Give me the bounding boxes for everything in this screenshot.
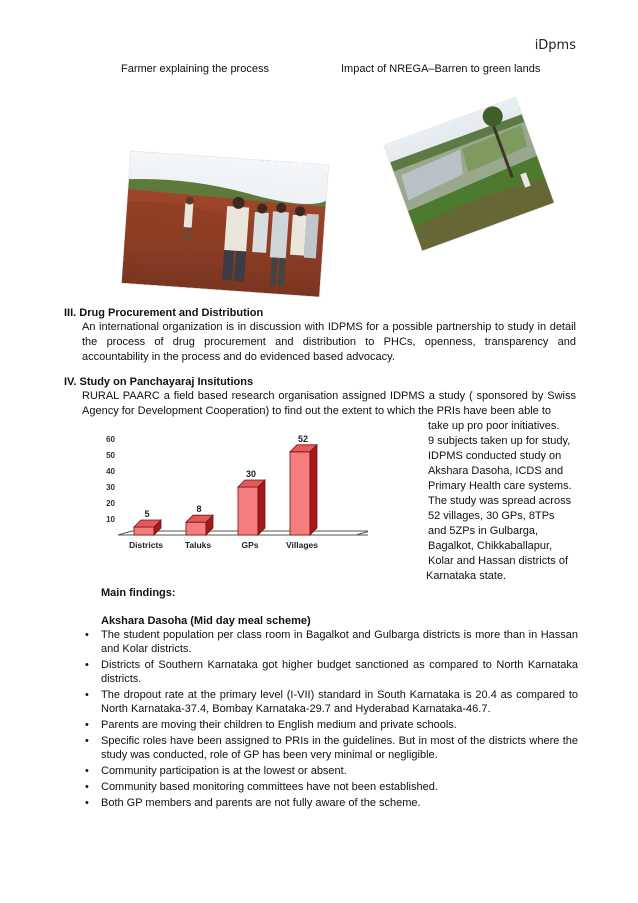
study-line: Akshara Dasoha, ICDS and <box>428 465 564 477</box>
bar-side <box>310 445 317 535</box>
photo-farmer-explaining <box>122 151 329 296</box>
y-tick-label: 40 <box>106 467 115 476</box>
data-label: 8 <box>196 504 202 515</box>
finding-item: • The dropout rate at the primary level (I-VII) standard in South Karnataka is 20.4 as compared to North Karnataka-37.4, Bombay Karnataka-29.7 and Hyderabad Karnataka-46.7. <box>64 688 578 716</box>
bar-taluks <box>186 522 206 535</box>
study-description <box>428 419 577 584</box>
y-tick-label: 60 <box>106 435 115 444</box>
main-findings-heading: Main findings: <box>101 587 176 599</box>
caption-nrega: Impact of NREGA–Barren to green lands <box>341 63 541 75</box>
x-category-label: Districts <box>128 540 164 550</box>
finding-item: • The student population per class room in Bagalkot and Gulbarga districts is more than in Hassan and Kolar districts. <box>64 628 578 656</box>
study-line: Karnataka state. <box>426 570 507 582</box>
bar-side <box>258 480 265 535</box>
study-line: take up pro poor initiatives. <box>428 420 560 432</box>
y-tick-label: 10 <box>106 515 115 524</box>
data-label: 52 <box>297 433 309 444</box>
study-line: IDPMS conducted study on <box>428 450 562 462</box>
study-coverage-bar-chart <box>96 432 368 554</box>
study-line: 9 subjects taken up for study, <box>428 435 571 447</box>
section-panchayaraj-title: IV. Study on Panchayaraj Insitutions <box>64 376 254 388</box>
data-label: 30 <box>245 469 257 479</box>
study-line: Primary Health care systems. <box>428 480 572 492</box>
data-label: 5 <box>144 509 150 519</box>
study-line: The study was spread across <box>428 495 572 507</box>
finding-item: • Both GP members and parents are not fully aware of the scheme. <box>64 796 578 810</box>
finding-item: • Specific roles have been assigned to PRIs in the guidelines. But in most of the districts where the study was conducted, role of GP has been very minimal or negligible. <box>64 734 578 762</box>
x-category-label: Taluks <box>184 540 212 550</box>
bar-villages <box>290 452 310 535</box>
y-tick-label: 30 <box>106 483 115 492</box>
study-line: and 5ZPs in Gulbarga, <box>428 525 539 537</box>
photo-nrega-green-lands <box>384 97 554 250</box>
study-line: Bagalkot, Chikkaballapur, <box>428 540 553 552</box>
finding-item: • Community based monitoring committees have not been established. <box>64 780 578 794</box>
findings-list <box>64 628 578 812</box>
bar-gps <box>238 487 258 535</box>
y-tick-label: 50 <box>106 451 115 460</box>
section-drug-procurement-body: An international organization is in discussion with IDPMS for a possible partnership to study in detail the process of drug procurement and distribution to PHCs, openness, transparency and accountability in the process and do evidenced based advocacy. <box>82 321 576 363</box>
x-category-label: GPs <box>241 540 259 550</box>
finding-item: • Parents are moving their children to English medium and private schools. <box>64 718 578 732</box>
study-line: Kolar and Hassan districts of <box>428 555 569 567</box>
finding-item: • Districts of Southern Karnataka got higher budget sanctioned as compared to North Karnataka districts. <box>64 658 578 686</box>
section-drug-procurement-title: III. Drug Procurement and Distribution <box>64 307 264 319</box>
header-brand: iDpms <box>534 38 576 53</box>
section-panchayaraj-intro: RURAL PAARC a field based research organisation assigned IDPMS a study ( sponsored by Swiss Agency for Development Cooperation) to find out the extent to which the PRIs have been able to <box>82 390 576 417</box>
akshara-dasoha-subheading: Akshara Dasoha (Mid day meal scheme) <box>101 615 311 627</box>
x-category-label: Villages <box>286 540 318 550</box>
study-line: 52 villages, 30 GPs, 8TPs <box>428 510 555 522</box>
finding-item: • Community participation is at the lowest or absent. <box>64 764 578 778</box>
bar-districts <box>134 527 154 535</box>
y-tick-label: 20 <box>106 499 115 508</box>
caption-farmer: Farmer explaining the process <box>121 63 269 75</box>
